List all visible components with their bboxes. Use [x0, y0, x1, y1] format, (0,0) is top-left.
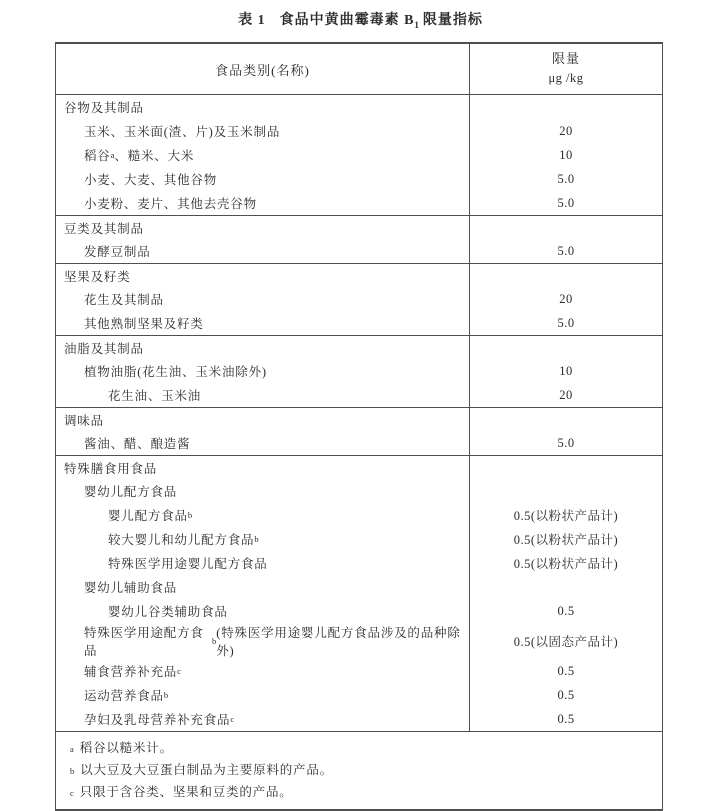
food-category-cell	[56, 264, 470, 287]
limit-value-cell: 20	[559, 291, 573, 306]
limit-value-cell	[470, 408, 662, 431]
food-category-label: 谷物及其制品	[64, 101, 144, 115]
food-category-label-rest: 、糙米、大米	[114, 149, 195, 163]
food-category-cell	[56, 659, 470, 683]
food-category-cell	[56, 191, 470, 215]
footnote-marker: c	[230, 714, 235, 724]
table-row	[56, 479, 662, 503]
food-category-cell	[56, 95, 470, 119]
footnote-marker: a	[70, 744, 74, 754]
limit-value-cell: 0.5(以固态产品计)	[513, 635, 619, 649]
table-row	[56, 431, 662, 455]
food-category-cell	[56, 143, 470, 167]
table-row	[56, 287, 662, 311]
food-category-cell	[56, 287, 470, 311]
footnotes-block	[56, 731, 662, 809]
limit-value-cell	[470, 264, 662, 287]
food-category-label: 花生油、玉米油	[108, 389, 202, 403]
food-category-label: 玉米、玉米面(渣、片)及玉米制品	[84, 125, 281, 139]
food-category-cell	[56, 239, 470, 263]
table-row	[56, 143, 662, 167]
table-row	[56, 599, 662, 623]
footnote-text: 稻谷以糙米计。	[79, 741, 173, 755]
table-row	[56, 527, 662, 551]
limit-value-cell: 5.0	[557, 243, 575, 258]
footnote-marker: a	[110, 150, 115, 160]
section-header-row	[56, 335, 662, 359]
food-category-label: 辅食营养补充品	[84, 665, 178, 679]
footnote-marker: b	[254, 534, 259, 544]
food-category-label: 发酵豆制品	[84, 245, 151, 259]
footnote-marker: b	[70, 766, 75, 776]
table-row	[56, 503, 662, 527]
footnote-line	[66, 782, 652, 804]
food-category-label: 特殊膳食用食品	[64, 461, 158, 476]
limit-value-cell	[470, 456, 662, 479]
food-category-label: 酱油、醋、酿造酱	[84, 437, 191, 451]
footnote-text: 以大豆及大豆蛋白制品为主要原料的产品。	[80, 763, 333, 777]
food-category-cell	[56, 551, 470, 575]
table-row	[56, 311, 662, 335]
limit-value-cell	[470, 336, 662, 359]
table-row	[56, 623, 662, 659]
footnote-marker: c	[70, 788, 74, 798]
section-header-row	[56, 455, 662, 479]
food-category-label: 小麦粉、麦片、其他去壳谷物	[84, 197, 257, 211]
food-category-label: 婴儿配方食品	[108, 509, 188, 523]
limit-value-cell: 0.5	[557, 663, 575, 678]
section-header-row	[56, 407, 662, 431]
limit-value-cell: 20	[559, 123, 573, 138]
limit-value-cell: 0.5(以粉状产品计)	[513, 533, 619, 547]
limit-column-header	[470, 44, 662, 94]
food-category-label: 较大婴儿和幼儿配方食品	[108, 533, 255, 547]
limit-value-cell: 5.0	[557, 171, 575, 186]
limit-value-cell	[470, 575, 662, 599]
footnote-line	[66, 760, 652, 782]
limits-table	[55, 42, 663, 811]
table-row	[56, 575, 662, 599]
section-header-row	[56, 263, 662, 287]
food-category-label: 花生及其制品	[84, 293, 164, 307]
food-category-cell	[56, 167, 470, 191]
food-category-label: 小麦、大麦、其他谷物	[84, 173, 218, 187]
food-category-cell	[56, 683, 470, 707]
food-category-label: 植物油脂(花生油、玉米油除外)	[84, 365, 267, 379]
food-category-cell	[56, 527, 470, 551]
limit-value-cell	[470, 479, 662, 503]
limit-value-cell	[470, 216, 662, 239]
limit-value-cell	[470, 95, 662, 119]
table-row	[56, 239, 662, 263]
table-row	[56, 707, 662, 731]
table-row	[56, 191, 662, 215]
limit-value-cell: 0.5(以粉状产品计)	[513, 509, 619, 523]
food-category-cell	[56, 431, 470, 455]
footnote-marker: b	[163, 690, 169, 700]
footnote-marker: b	[212, 636, 217, 646]
food-category-label: 坚果及籽类	[64, 269, 131, 284]
limit-unit: μg /kg	[548, 71, 584, 86]
food-category-cell	[56, 336, 470, 359]
table-body	[56, 95, 662, 731]
table-row	[56, 167, 662, 191]
food-category-cell	[56, 119, 470, 143]
table-row	[56, 683, 662, 707]
food-category-cell	[56, 575, 470, 599]
section-header-row	[56, 95, 662, 119]
limit-value-cell: 10	[559, 363, 573, 378]
food-category-label-rest: (特殊医学用途婴儿配方食品涉及的品种除外)	[216, 626, 461, 658]
food-category-cell	[56, 311, 470, 335]
limit-value-cell: 5.0	[557, 315, 575, 330]
food-category-cell	[56, 479, 470, 503]
limit-value-cell: 10	[559, 147, 573, 162]
table-row	[56, 383, 662, 407]
limit-value-cell: 20	[559, 387, 573, 402]
food-category-cell	[56, 383, 470, 407]
food-category-cell	[56, 359, 470, 383]
table-header-row	[56, 44, 662, 95]
title-subscript: 1	[414, 19, 419, 30]
footnote-marker: c	[177, 666, 181, 676]
food-category-label: 孕妇及乳母营养补充食品	[84, 713, 231, 727]
limit-value-cell: 0.5	[557, 603, 575, 618]
food-category-cell	[56, 707, 470, 731]
food-category-cell	[56, 623, 470, 659]
table-title	[0, 9, 721, 30]
food-category-label: 婴幼儿谷类辅助食品	[108, 605, 228, 619]
food-category-label: 其他熟制坚果及籽类	[84, 317, 204, 331]
limit-value-cell: 0.5	[557, 711, 575, 726]
title-main: 食品中黄曲霉毒素 B	[279, 13, 415, 28]
food-category-cell	[56, 599, 470, 623]
table-number: 表 1	[238, 13, 266, 28]
table-row	[56, 551, 662, 575]
food-category-label: 稻谷	[84, 149, 111, 163]
section-header-row	[56, 215, 662, 239]
food-category-label: 调味品	[64, 413, 104, 428]
footnote-marker: b	[187, 510, 193, 520]
title-suffix: 限量指标	[422, 13, 483, 28]
limit-value-cell: 0.5(以粉状产品计)	[513, 557, 619, 571]
limit-value-cell: 5.0	[557, 195, 575, 210]
food-category-label: 婴幼儿辅助食品	[84, 581, 178, 595]
table-row	[56, 659, 662, 683]
food-category-label: 特殊医学用途配方食品	[84, 626, 204, 658]
food-category-label: 特殊医学用途婴儿配方食品	[108, 557, 268, 571]
food-category-cell	[56, 216, 470, 239]
food-category-label: 油脂及其制品	[64, 341, 144, 356]
table-row	[56, 119, 662, 143]
food-category-label: 婴幼儿配方食品	[84, 485, 178, 499]
footnote-text: 只限于含谷类、坚果和豆类的产品。	[79, 785, 293, 799]
category-column-header: 食品类别(名称)	[56, 44, 470, 94]
table-row	[56, 359, 662, 383]
food-category-cell	[56, 503, 470, 527]
footnote-line	[66, 738, 652, 760]
limit-label: 限量	[551, 51, 580, 67]
limit-value-cell: 5.0	[557, 435, 575, 450]
food-category-cell	[56, 456, 470, 479]
food-category-label: 运动营养食品	[84, 689, 164, 703]
limit-value-cell: 0.5	[557, 687, 575, 702]
food-category-cell	[56, 408, 470, 431]
food-category-label: 豆类及其制品	[64, 221, 144, 236]
